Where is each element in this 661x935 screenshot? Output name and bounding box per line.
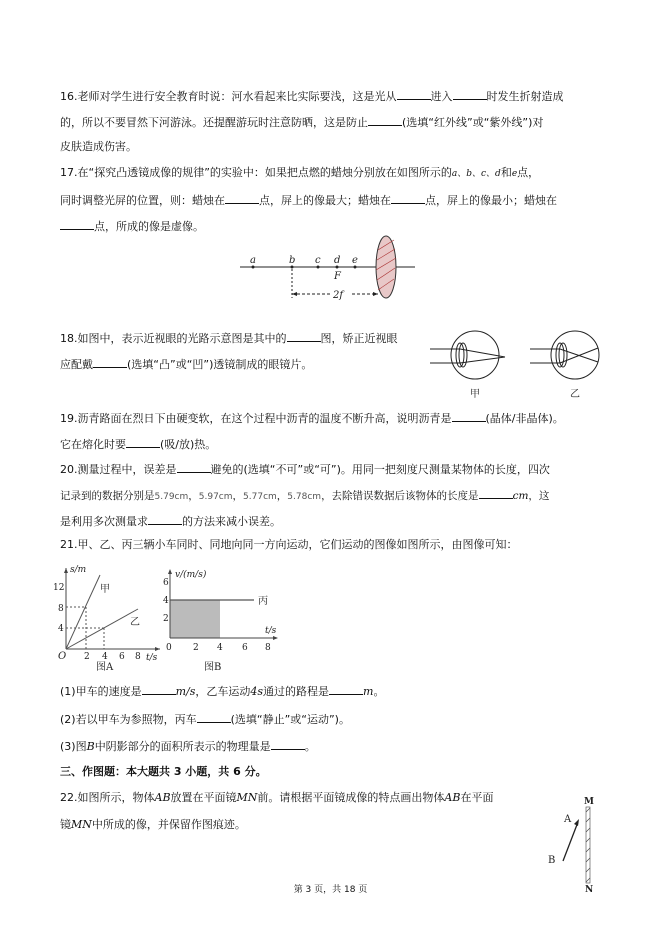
q20-line1 bbox=[60, 461, 550, 477]
point-e: e bbox=[352, 255, 358, 266]
x-tick: 2 bbox=[84, 652, 90, 662]
text: 17.在“探究凸透镜成像的规律”的实验中：如果把点燃的蜡烛分别放在如图所示的 bbox=[60, 166, 452, 179]
label-n: N bbox=[585, 885, 594, 895]
y-tick: 8 bbox=[58, 604, 64, 614]
text: 它在熔化时要 bbox=[60, 438, 126, 451]
blank bbox=[452, 410, 486, 422]
label-m: M bbox=[584, 797, 594, 807]
measurement: 5.77cm bbox=[243, 492, 277, 502]
text: (3)图 bbox=[60, 740, 87, 753]
q21-part2 bbox=[60, 711, 350, 727]
text: 的，所以不要冒然下河游泳。还提醒游玩时注意防晒，这是防止 bbox=[60, 116, 368, 129]
point-e: e bbox=[511, 169, 518, 179]
unit: cm bbox=[512, 490, 529, 502]
text: ，这 bbox=[528, 490, 550, 502]
eye-diagram-yi bbox=[530, 331, 599, 379]
text: 镜 bbox=[60, 818, 71, 831]
text: 在平面 bbox=[460, 791, 494, 804]
text: (2)若以甲车为参照物，丙车 bbox=[60, 713, 197, 726]
eye-diagram-jia bbox=[430, 331, 505, 379]
graph-b bbox=[163, 569, 278, 673]
text: 进入 bbox=[430, 90, 453, 103]
blank bbox=[271, 738, 305, 750]
blank bbox=[142, 683, 176, 695]
series-label-jia: 甲 bbox=[100, 584, 110, 595]
unit: m bbox=[363, 685, 374, 698]
text: ，去除错误数据后该物体的长度是 bbox=[321, 490, 479, 502]
shaded-area bbox=[170, 600, 220, 638]
blank bbox=[197, 711, 231, 723]
q19-line2 bbox=[60, 436, 216, 452]
mirror-diagram bbox=[548, 797, 594, 895]
label-yi: 乙 bbox=[570, 389, 580, 400]
text: AB bbox=[444, 791, 461, 804]
series-label-yi: 乙 bbox=[130, 617, 140, 628]
measurement: 5.79cm bbox=[154, 492, 189, 502]
text: 图，矫正近视眼 bbox=[320, 332, 398, 345]
q21-part3 bbox=[60, 738, 316, 754]
blank bbox=[93, 356, 127, 368]
y-tick: 4 bbox=[58, 624, 64, 634]
text: 避免的(选填“不可”或“可”)。用同一把刻度尺测量某物体的长度，四次 bbox=[210, 463, 550, 476]
x-tick: 2 bbox=[193, 643, 199, 653]
x-tick: 6 bbox=[242, 643, 248, 653]
blank bbox=[148, 513, 182, 525]
label-b: B bbox=[548, 855, 556, 866]
text: 点，屏上的像最大；蜡烛在 bbox=[259, 194, 391, 207]
text: 放置在平面镜 bbox=[170, 791, 237, 804]
section-heading: 三、作图题：本大题共 3 小题，共 6 分。 bbox=[60, 765, 267, 778]
x-tick: 8 bbox=[135, 652, 141, 662]
text: 19.沥青路面在烈日下由硬变软，在这个过程中沥青的温度不断升高，说明沥青是 bbox=[60, 412, 452, 425]
point-c: c bbox=[315, 255, 321, 266]
x-tick: 8 bbox=[265, 643, 271, 653]
q20-line3 bbox=[60, 513, 281, 529]
q22-line2 bbox=[60, 818, 246, 832]
y-axis-label: v/(m/s) bbox=[175, 570, 207, 580]
text: AB bbox=[154, 791, 171, 804]
text: 16.老师对学生进行安全教育时说：河水看起来比实际要浅，这是光从 bbox=[60, 90, 397, 103]
y-tick: 6 bbox=[163, 578, 169, 588]
text: 中阴影部分的面积所表示的物理量是 bbox=[94, 740, 271, 753]
text: 18.如图中，表示近视眼的光路示意图是其中的 bbox=[60, 332, 287, 345]
y-tick: 2 bbox=[163, 614, 169, 624]
x-axis-label: t/s bbox=[146, 653, 158, 663]
x-tick: 6 bbox=[119, 652, 125, 662]
text: 中所成的像，并保留作图痕迹。 bbox=[91, 818, 246, 831]
series-jia-line bbox=[66, 575, 100, 649]
text: 应配戴 bbox=[60, 358, 93, 371]
text: 点， bbox=[517, 166, 540, 179]
text: 点，屏上的像最小；蜡烛在 bbox=[425, 194, 557, 207]
x-axis-label: t/s bbox=[265, 626, 277, 636]
label-a: A bbox=[564, 814, 572, 825]
graph-title: 图B bbox=[204, 662, 222, 673]
point-a: a bbox=[250, 255, 256, 266]
text: ，乙车运动 bbox=[195, 685, 251, 698]
points: a、b、c、d bbox=[451, 169, 501, 179]
text: (选填“红外线”或“紫外线”)对 bbox=[402, 116, 544, 129]
x-tick: 4 bbox=[102, 652, 108, 662]
y-tick: 4 bbox=[163, 596, 169, 606]
blank bbox=[287, 330, 321, 342]
lens-diagram bbox=[240, 236, 415, 301]
blank bbox=[177, 461, 211, 473]
text: (选填“静止”或“运动”)。 bbox=[230, 713, 350, 726]
focus-label: F bbox=[334, 271, 341, 282]
q18-line2 bbox=[60, 356, 312, 372]
q18-line1 bbox=[60, 330, 398, 346]
text: 同时调整光屏的位置，则：蜡烛在 bbox=[60, 194, 225, 207]
text: 记录到的数据分别是 bbox=[60, 490, 155, 502]
graph-a bbox=[53, 565, 160, 673]
point-b: b bbox=[289, 255, 296, 266]
text: (晶体/非晶体)。 bbox=[485, 412, 564, 425]
text: 。 bbox=[304, 740, 316, 753]
y-axis-label: s/m bbox=[70, 565, 87, 575]
q20-line2: 记录到的数据分别是5.79cm，5.97cm，5.77cm，5.78cm，去除错误数据后该物体的长度是 cm，这 bbox=[60, 487, 549, 504]
measurement: 5.78cm bbox=[287, 492, 322, 502]
text: 时发生折射造成 bbox=[486, 90, 564, 103]
q22-line1 bbox=[60, 791, 493, 805]
point-d: d bbox=[334, 255, 341, 266]
text: 是利用多次测量求 bbox=[60, 515, 148, 528]
text: 22.如图所示，物体 bbox=[60, 791, 155, 804]
text: 通过的路程是 bbox=[263, 685, 330, 698]
unit: m/s bbox=[175, 685, 196, 698]
q19-line1 bbox=[60, 410, 564, 426]
graph-title: 图A bbox=[96, 662, 114, 673]
object-ab bbox=[563, 822, 578, 861]
q21-line1: 21.甲、乙、丙三辆小车同时、同地向同一方向运动，它们运动的图像如图所示，由图像可知： bbox=[60, 538, 518, 551]
text: (吸/放)热。 bbox=[160, 438, 217, 451]
text: (选填“凸”或“凹”)透镜制成的眼镜片。 bbox=[127, 358, 313, 371]
text: B bbox=[86, 740, 95, 753]
q16-line3: 皮肤造成伤害。 bbox=[60, 140, 137, 153]
blank bbox=[479, 487, 513, 499]
measurement: 5.97cm bbox=[198, 492, 233, 502]
y-tick: 12 bbox=[53, 583, 65, 593]
label-jia: 甲 bbox=[470, 389, 480, 400]
text: MN bbox=[71, 818, 92, 831]
x-tick: 4 bbox=[217, 643, 223, 653]
text: (1)甲车的速度是 bbox=[60, 685, 142, 698]
q21-part1 bbox=[60, 683, 384, 699]
text: 点，所成的像是虚像。 bbox=[94, 220, 204, 233]
blank bbox=[329, 683, 363, 695]
blank bbox=[126, 436, 160, 448]
text: 20.测量过程中，误差是 bbox=[60, 463, 177, 476]
distance-label: 2f bbox=[333, 290, 344, 301]
page-footer: 第 3 页，共 18 页 bbox=[293, 885, 368, 895]
time: 4s bbox=[250, 685, 264, 698]
origin-label: O bbox=[58, 651, 67, 662]
series-yi-line bbox=[66, 609, 138, 649]
text: 前。请根据平面镜成像的特点画出物体 bbox=[257, 791, 445, 804]
series-label-bing: 丙 bbox=[258, 596, 268, 607]
text: 和 bbox=[500, 166, 512, 179]
text: MN bbox=[236, 791, 258, 804]
text: 的方法来减小误差。 bbox=[182, 515, 281, 528]
origin-label: 0 bbox=[166, 643, 172, 653]
text: 。 bbox=[373, 685, 385, 698]
